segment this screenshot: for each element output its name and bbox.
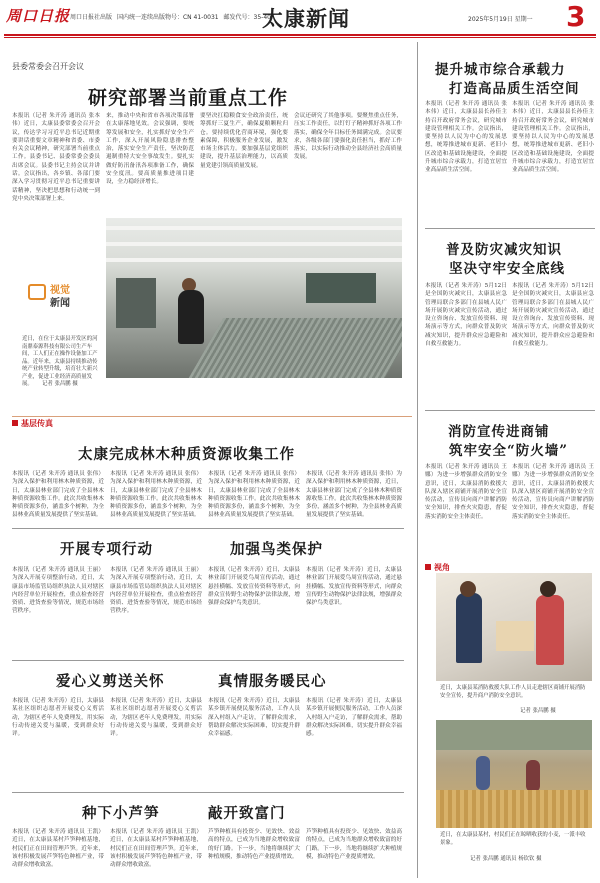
photo-2-credit: 记者 张昌鹏 摄 xyxy=(520,708,556,714)
fire-safety-photo xyxy=(436,573,592,681)
right-article-2-headline: 普及防灾减灾知识 xyxy=(446,242,562,258)
b5-headline: 真情服务暖民心 xyxy=(218,673,327,690)
b1-text-4: 本报讯（记者 朱开涛 通讯员 张伟）为深入保护和利用林木种质资源，近日，太康县林业部门完成了全县林木种质资源收集工作。此次共收集林木种质资源多份，涵盖多个树种，为全县林业高质量发展提供了坚实基础。 xyxy=(306,471,402,519)
b5-text-1: 本报讯（记者 朱开涛）近日，太康县某乡镇开展便民服务活动，工作人员深入村组入户走访，了解群众需求，帮助群众解决实际困难，切实提升群众幸福感。 xyxy=(208,698,300,738)
right-article-3-subheadline: 筑牢安全“防火墙” xyxy=(449,443,569,459)
b6-headline: 种下小芦笋 xyxy=(82,805,160,822)
page-number: 3 xyxy=(566,0,586,33)
newspaper-logo: 周口日报 xyxy=(6,7,71,25)
b1-text-2: 本报讯（记者 朱开涛 通讯员 张伟）为深入保护和利用林木种质资源，近日，太康县林业部门完成了全县林木种质资源收集工作。此次共收集林木种质资源多份，涵盖多个树种，为全县林业高质量发展提供了坚实基础。 xyxy=(110,471,202,519)
b2-text-1: 本报讯（记者 朱开涛 通讯员 王丽）为深入开展专项整治行动，近日，太康县市场监管局组织执法人员对辖区内经营单位开展检查，重点检查经营资质、进货查验等情况，规范市场经营秩序。 xyxy=(12,567,104,615)
article-column-2: 来，推动中央和省市各项决策部署在太康落地见效。会议强调，要统筹发展和安全，扎实抓好安全生产工作，深入开展风险隐患排查整治，落实安全生产责任，坚决防范遏制重特大安全事故发生。要扎实做好防汛备汛各项准备工作，确保安全度汛。要高质量推进项目建设，全力稳经济增长。 xyxy=(106,113,194,186)
masthead-info-1: 周口日报社出版 xyxy=(70,14,113,21)
photo-2-caption: 近日，太康县某消防救援大队工作人员走进辖区商铺开展消防安全宣传，提升商户消防安全意识。 xyxy=(440,685,586,699)
b2-text-2: 本报讯（记者 朱开涛 通讯员 王丽）为深入开展专项整治行动，近日，太康县市场监管局组织执法人员对辖区内经营单位开展检查，重点检查经营资质、进货查验等情况，规范市场经营秩序。 xyxy=(110,567,202,615)
b2-divider xyxy=(12,660,404,661)
harvest-photo xyxy=(436,720,592,828)
visual-news-label-1: 视觉 xyxy=(50,285,70,296)
photo-credit: 记者 张昌鹏 摄 xyxy=(42,381,78,387)
right-article-1-subheadline: 打造高品质生活空间 xyxy=(449,81,580,97)
column-divider xyxy=(417,42,418,878)
photo-section-tag: 视角 xyxy=(425,562,450,573)
right-divider-2 xyxy=(425,410,595,411)
right-article-1-text-2: 本报讯（记者 朱开涛 通讯员 张本伟）近日，太康县县长孙佳主持召开政府常务会议，研究城市建设管理相关工作。会议指出，要坚持以人民为中心的发展思想，统筹推进城市更新、老旧小区改造和基础设施建设，全面提升城市综合承载力，打造宜居宜业高品质生活空间。 xyxy=(512,101,594,174)
b3-headline: 加强鸟类保护 xyxy=(230,541,323,558)
photo-3-credit: 记者 张昌鹏 通讯员 杨钦钦 摄 xyxy=(470,856,542,862)
masthead-rule-thin xyxy=(4,37,596,38)
right-article-3-text: 本报讯（记者 朱开涛 通讯员 王娜）为进一步增强群众消防安全意识，近日，太康县消防救援大队深入辖区商铺开展消防安全宣传活动，宣传员向商户讲解消防安全知识，排查火灾隐患，督促落实消防安全主体责任。 xyxy=(425,464,507,520)
b1-text-3: 本报讯（记者 朱开涛 通讯员 张伟）为深入保护和利用林木种质资源，近日，太康县林业部门完成了全县林木种质资源收集工作。此次共收集林木种质资源多份，涵盖多个树种，为全县林业高质量发展提供了坚实基础。 xyxy=(208,471,300,519)
b7-text-2: 芦笋种植具有投资少、见效快、效益高的特点，已成为当地群众增收致富的好门路。下一步，当地将继续扩大种植规模，推动特色产业提质增效。 xyxy=(306,829,402,860)
visual-news-label-2: 新闻 xyxy=(50,298,70,309)
masthead-info-2: 国内统一连续出版物号：CN 41-0031 xyxy=(116,14,219,21)
right-article-2-subheadline: 坚决守牢安全底线 xyxy=(449,261,565,277)
b1-headline: 太康完成林木种质资源收集工作 xyxy=(78,446,295,463)
b4-text-1: 本报讯（记者 朱开涛）近日，太康县某社区组织志愿者开展爱心义剪活动，为辖区老年人免费理发，用实际行动传递关爱与温暖，受到群众好评。 xyxy=(12,698,104,738)
b6-text-1: 本报讯（记者 朱开涛 通讯员 王凯）近日，在太康县某村芦笋种植基地，村民们正在田间管理芦笋。近年来，该村积极发展芦笋特色种植产业，带动群众增收致富。 xyxy=(12,829,104,869)
b7-headline: 敲开致富门 xyxy=(208,805,286,822)
right-article-3-headline: 消防宣传进商铺 xyxy=(448,424,550,440)
b5-text-2: 本报讯（记者 朱开涛）近日，太康县某乡镇开展便民服务活动，工作人员深入村组入户走访，了解群众需求，帮助群众解决实际困难，切实提升群众幸福感。 xyxy=(306,698,402,738)
b1-text-1: 本报讯（记者 朱开涛 通讯员 张伟）为深入保护和利用林木种质资源，近日，太康县林业部门完成了全县林木种质资源收集工作。此次共收集林木种质资源多份，涵盖多个树种，为全县林业高质量发展提供了坚实基础。 xyxy=(12,471,104,519)
b7-text-1: 芦笋种植具有投资少、见效快、效益高的特点，已成为当地群众增收致富的好门路。下一步，当地将继续扩大种植规模，推动特色产业提质增效。 xyxy=(208,829,300,860)
right-article-1-text: 本报讯（记者 朱开涛 通讯员 张本伟）近日，太康县县长孙佳主持召开政府常务会议，研究城市建设管理相关工作。会议指出，要坚持以人民为中心的发展思想，统筹推进城市更新、老旧小区改造和基础设施建设，全面提升城市综合承载力，打造宜居宜业高品质生活空间。 xyxy=(425,101,507,174)
article-column-4: 会议还研究了其他事项。要聚焦重点任务，压实工作责任，以钉钉子精神抓好各项工作落实，确保全年目标任务圆满完成。会议要求，各级各部门要强化责任担当，抓好工作落实，以实际行动推动全县经济社会高质量发展。 xyxy=(294,113,402,161)
right-article-1-headline: 提升城市综合承载力 xyxy=(435,62,566,78)
article-column-1: 本报讯（记者 朱开涛 通讯员 张本伟）近日，太康县委常委会召开会议，传达学习习近平总书记近期重要讲话重要文章精神和省委、市委有关会议精神，研究部署当前重点工作。县委书记、县委常委会委员出席会议。县委书记主持会议并讲话。会议指出，各乡镇、各部门要深入学习贯彻习近平总书记重要讲话精神，坚决把思想和行动统一到党中央决策部署上来。 xyxy=(12,113,100,202)
b3-text-2: 本报讯（记者 朱开涛）近日，太康县林业部门开展爱鸟周宣传活动，通过悬挂横幅、发放宣传资料等形式，向群众宣传野生动物保护法律法规，增强群众保护鸟类意识。 xyxy=(306,567,402,607)
photo-3-caption: 近日，在太康县某村，村民们正在晾晒收获的小麦，一派丰收景象。 xyxy=(440,832,586,846)
right-article-3-text-2: 本报讯（记者 朱开涛 通讯员 王娜）为进一步增强群众消防安全意识，近日，太康县消防救援大队深入辖区商铺开展消防安全宣传活动，宣传员向商户讲解消防安全知识，排查火灾隐患，督促落实消防安全主体责任。 xyxy=(512,464,594,520)
b3-text-1: 本报讯（记者 朱开涛）近日，太康县林业部门开展爱鸟周宣传活动，通过悬挂横幅、发放宣传资料等形式，向群众宣传野生动物保护法律法规，增强群众保护鸟类意识。 xyxy=(208,567,300,607)
b6-text-2: 本报讯（记者 朱开涛 通讯员 王凯）近日，在太康县某村芦笋种植基地，村民们正在田间管理芦笋。近年来，该村积极发展芦笋特色种植产业，带动群众增收致富。 xyxy=(110,829,202,869)
right-divider-1 xyxy=(425,228,595,229)
article-column-3: 要坚决扛稳粮食安全政治责任，统筹抓好三夏生产，确保夏粮颗粒归仓。要持续优化营商环境，强化要素保障，积极服务企业发展，激发市场主体活力。要加强基层党组织建设，提升基层治理能力，以高质量党建引领高质量发展。 xyxy=(200,113,288,169)
photo-caption: 近日，在位于太康县开发区的河南鼎泰源科技有限公司生产车间，工人们正在操作设备加工产品。近年来，太康县持续推动传统产业转型升级，培育壮大新兴产业，促进工业经济高质量发展。 xyxy=(22,336,98,387)
masthead-info xyxy=(70,12,274,21)
masthead-rule xyxy=(4,34,596,36)
factory-photo xyxy=(106,218,402,378)
camera-icon xyxy=(28,284,46,300)
b4-headline: 爱心义剪送关怀 xyxy=(56,673,165,690)
article-kicker: 县委常委会召开会议 xyxy=(12,62,84,71)
section-title: 太康新闻 xyxy=(262,6,350,31)
b4-divider xyxy=(12,792,404,793)
right-article-2-text: 本报讯（记者 朱开涛）5月12日是全国防灾减灾日，太康县应急管理局联合多部门在县城人民广场开展防灾减灾宣传活动，通过设立咨询台、发放宣传资料、现场演示等方式，向群众普及防灾减灾知识，提升群众应急避险和自救互救能力。 xyxy=(425,283,507,348)
right-article-2-text-2: 本报讯（记者 朱开涛）5月12日是全国防灾减灾日，太康县应急管理局联合多部门在县城人民广场开展防灾减灾宣传活动，通过设立咨询台、发放宣传资料、现场演示等方式，向群众普及防灾减灾知识，提升群众应急避险和自救互救能力。 xyxy=(512,283,594,348)
b4-text-2: 本报讯（记者 朱开涛）近日，太康县某社区组织志愿者开展爱心义剪活动，为辖区老年人免费理发，用实际行动传递关爱与温暖，受到群众好评。 xyxy=(110,698,202,738)
section-band xyxy=(12,416,412,432)
section-band-label: 基层传真 xyxy=(12,418,53,429)
article-headline: 研究部署当前重点工作 xyxy=(88,87,289,109)
issue-date: 2025年5月19日 星期一 xyxy=(468,16,533,23)
b2-headline: 开展专项行动 xyxy=(60,541,153,558)
b1-divider xyxy=(12,528,404,529)
masthead-info-3: 邮发代号：35-40 xyxy=(223,14,271,21)
